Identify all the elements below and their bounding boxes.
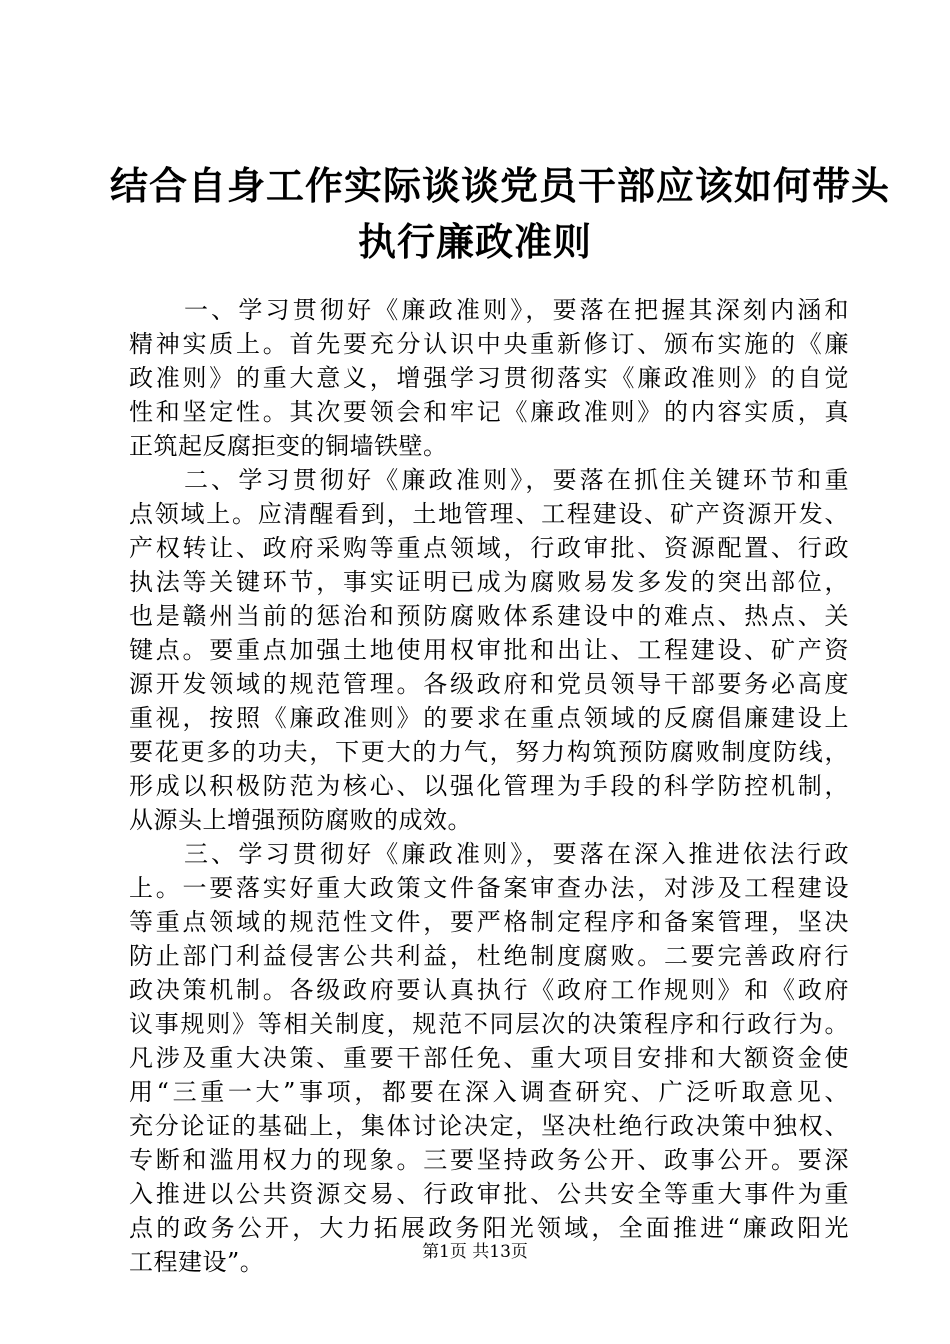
- paragraph-line: 要花更多的功夫，下更大的力气，努力构筑预防腐败制度防线，: [129, 738, 849, 766]
- paragraph-line: 专断和滥用权力的现象。三要坚持政务公开、政事公开。要深: [129, 1146, 849, 1174]
- title-line: 执行廉政准则: [357, 219, 592, 264]
- paragraph-line: 一、学习贯彻好《廉政准则》，要落在把握其深刻内涵和: [184, 296, 849, 324]
- paragraph-1: [129, 293, 849, 463]
- page-number-footer: 第1页 共13页: [422, 1242, 528, 1262]
- document-body: [129, 293, 849, 1279]
- paragraph-line: 源开发领域的规范管理。各级政府和党员领导干部要务必高度: [129, 670, 849, 698]
- paragraph-line: 也是赣州当前的惩治和预防腐败体系建设中的难点、热点、关: [129, 602, 849, 630]
- paragraph-line: 三、学习贯彻好《廉政准则》，要落在深入推进依法行政: [184, 840, 849, 868]
- title-line: 结合自身工作实际谈谈党员干部应该如何带头: [110, 163, 891, 208]
- paragraph-line: 用“三重一大”事项，都要在深入调查研究、广泛听取意见、: [129, 1078, 849, 1106]
- paragraph-line: 性和坚定性。其次要领会和牢记《廉政准则》的内容实质，真: [129, 398, 849, 426]
- paragraph-2: [129, 463, 849, 837]
- paragraph-line: 议事规则》等相关制度，规范不同层次的决策程序和行政行为。: [129, 1010, 849, 1038]
- paragraph-line: 等重点领域的规范性文件，要严格制定程序和备案管理，坚决: [129, 908, 849, 936]
- paragraph-line: 工程建设”。: [129, 1248, 265, 1276]
- paragraph-line: 形成以积极防范为核心、以强化管理为手段的科学防控机制，: [129, 772, 849, 800]
- paragraph-line: 键点。要重点加强土地使用权审批和出让、工程建设、矿产资: [129, 636, 849, 664]
- paragraph-line: 政准则》的重大意义，增强学习贯彻落实《廉政准则》的自觉: [129, 364, 849, 392]
- paragraph-3: [129, 837, 849, 1279]
- paragraph-line: 凡涉及重大决策、重要干部任免、重大项目安排和大额资金使: [129, 1044, 849, 1072]
- paragraph-line: 精神实质上。首先要充分认识中央重新修订、颁布实施的《廉: [129, 330, 849, 358]
- document-title: [110, 158, 891, 270]
- paragraph-line: 防止部门利益侵害公共利益，杜绝制度腐败。二要完善政府行: [129, 942, 849, 970]
- paragraph-line: 政决策机制。各级政府要认真执行《政府工作规则》和《政府: [129, 976, 849, 1004]
- paragraph-line: 上。一要落实好重大政策文件备案审查办法，对涉及工程建设: [129, 874, 849, 902]
- paragraph-line: 二、学习贯彻好《廉政准则》，要落在抓住关键环节和重: [184, 466, 849, 494]
- paragraph-line: 充分论证的基础上，集体讨论决定，坚决杜绝行政决策中独权、: [129, 1112, 849, 1140]
- paragraph-line: 重视，按照《廉政准则》的要求在重点领域的反腐倡廉建设上: [129, 704, 849, 732]
- paragraph-line: 执法等关键环节，事实证明已成为腐败易发多发的突出部位，: [129, 568, 849, 596]
- paragraph-line: 点领域上。应清醒看到，土地管理、工程建设、矿产资源开发、: [129, 500, 849, 528]
- paragraph-line: 点的政务公开，大力拓展政务阳光领域，全面推进“廉政阳光: [129, 1214, 849, 1242]
- paragraph-line: 入推进以公共资源交易、行政审批、公共安全等重大事件为重: [129, 1180, 849, 1208]
- paragraph-line: 从源头上增强预防腐败的成效。: [129, 806, 472, 834]
- paragraph-line: 产权转让、政府采购等重点领域，行政审批、资源配置、行政: [129, 534, 849, 562]
- paragraph-line: 正筑起反腐拒变的铜墙铁壁。: [129, 432, 448, 460]
